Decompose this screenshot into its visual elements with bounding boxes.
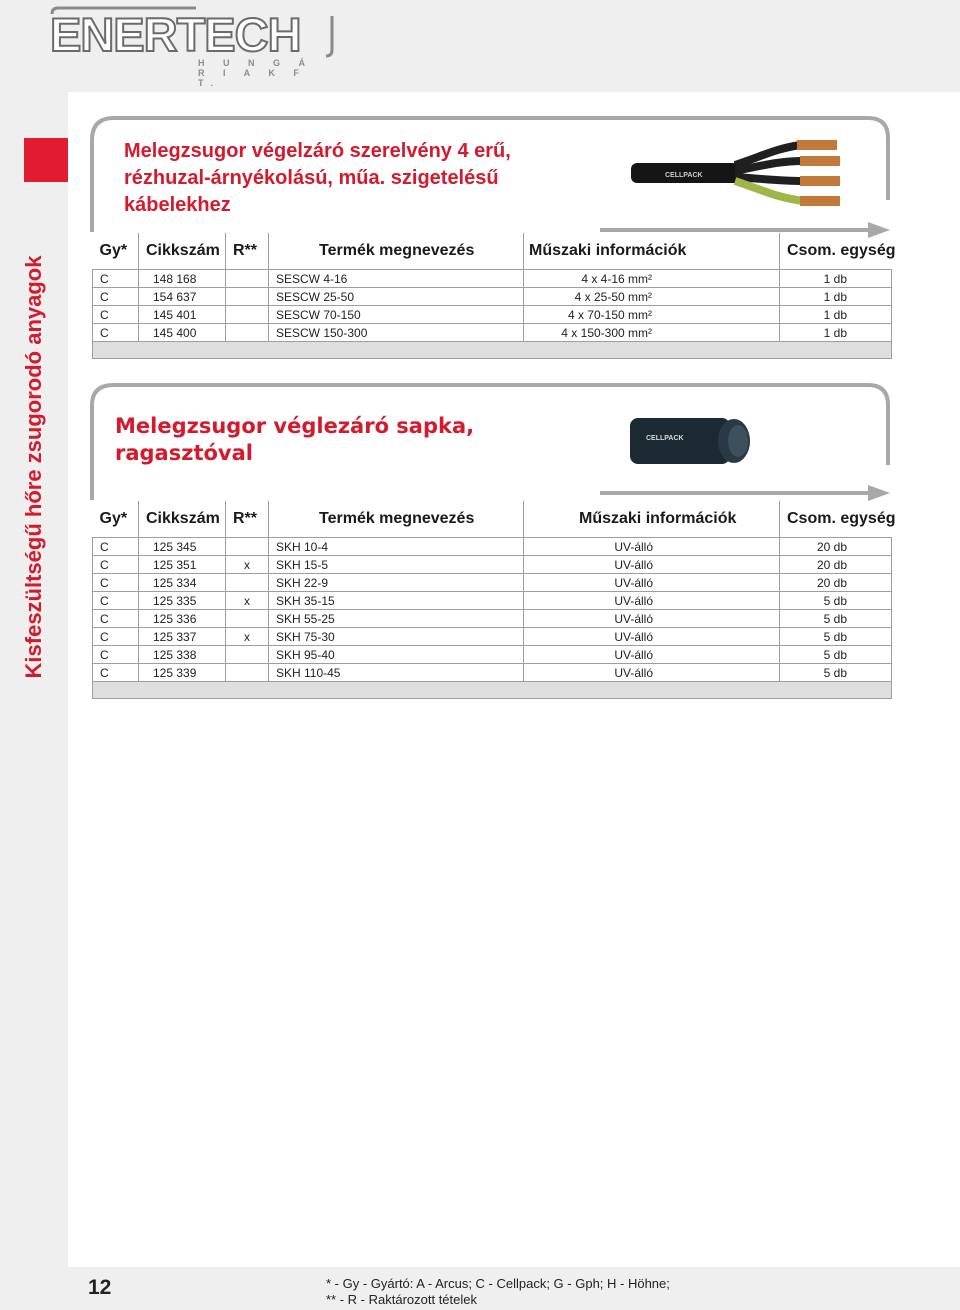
section2-table — [92, 501, 896, 699]
header-gy: Gy* — [93, 501, 139, 538]
cell-gy: C — [93, 538, 139, 556]
table-row — [93, 306, 892, 324]
section2-title-line2: ragasztóval — [115, 441, 253, 465]
table-row — [93, 538, 892, 556]
table-row — [93, 610, 892, 628]
cell-tech: 4 x 70-150 mm² — [524, 306, 780, 324]
cell-unit: 5 db — [780, 610, 892, 628]
cell-name: SKH 15-5 — [269, 556, 524, 574]
header-r: R** — [226, 233, 269, 270]
cell-r — [226, 324, 269, 342]
cell-unit: 20 db — [780, 556, 892, 574]
cell-name: SKH 35-15 — [269, 592, 524, 610]
header-tech: Műszaki információk — [524, 233, 780, 270]
cell-gy: C — [93, 288, 139, 306]
section1-table — [92, 233, 896, 359]
cell-name: SKH 22-9 — [269, 574, 524, 592]
header-code: Cikkszám — [139, 233, 226, 270]
cell-code: 125 351 — [139, 556, 226, 574]
cell-name: SESCW 150-300 — [269, 324, 524, 342]
cell-unit: 5 db — [780, 664, 892, 682]
cell-tech: UV-álló — [524, 592, 780, 610]
cell-gy: C — [93, 628, 139, 646]
section1-title-line1: Melegzsugor végelzáró szerelvény 4 erű, — [124, 140, 511, 162]
section2-title-line1: Melegzsugor véglezáró sapka, — [115, 414, 475, 438]
cell-unit: 5 db — [780, 628, 892, 646]
table-row — [93, 646, 892, 664]
cell-code: 148 168 — [139, 270, 226, 288]
cell-r: x — [226, 628, 269, 646]
table-header-row — [93, 501, 892, 538]
cell-gy: C — [93, 646, 139, 664]
cell-gy: C — [93, 574, 139, 592]
table-row — [93, 664, 892, 682]
cell-unit: 1 db — [780, 288, 892, 306]
cell-r — [226, 270, 269, 288]
cell-name: SESCW 25-50 — [269, 288, 524, 306]
end-cap-brand: CELLPACK — [646, 435, 684, 442]
cell-unit: 5 db — [780, 592, 892, 610]
cell-r: x — [226, 556, 269, 574]
cell-r — [226, 610, 269, 628]
header-name: Termék megnevezés — [269, 233, 524, 270]
cell-code: 125 338 — [139, 646, 226, 664]
cell-code: 125 345 — [139, 538, 226, 556]
table-filler-row — [93, 682, 892, 699]
table-row — [93, 556, 892, 574]
cell-r — [226, 306, 269, 324]
table-row — [93, 324, 892, 342]
section2-title — [115, 413, 595, 467]
cell-unit: 20 db — [780, 538, 892, 556]
side-label-container — [0, 0, 68, 1310]
header-code: Cikkszám — [139, 501, 226, 538]
cell-r — [226, 538, 269, 556]
cell-tech: UV-álló — [524, 556, 780, 574]
header-name: Termék megnevezés — [269, 501, 524, 538]
cell-gy: C — [93, 610, 139, 628]
cell-name: SKH 10-4 — [269, 538, 524, 556]
section1-title-line3: kábelekhez — [124, 194, 231, 216]
cell-unit: 1 db — [780, 306, 892, 324]
cell-tech: UV-álló — [524, 646, 780, 664]
table-row — [93, 628, 892, 646]
table-row — [93, 574, 892, 592]
logo-subtext: H U N G Á R I A K F T. — [198, 58, 314, 88]
footnote-line1: * - Gy - Gyártó: A - Arcus; C - Cellpack; G - Gph; H - Höhne; — [326, 1276, 670, 1291]
cell-tech: 4 x 150-300 mm² — [524, 324, 780, 342]
cell-unit: 20 db — [780, 574, 892, 592]
cell-code: 125 339 — [139, 664, 226, 682]
header-gy: Gy* — [93, 233, 139, 270]
termination-kit-image — [625, 135, 850, 215]
cell-r: x — [226, 592, 269, 610]
cell-name: SESCW 4-16 — [269, 270, 524, 288]
termination-kit-brand: CELLPACK — [665, 172, 703, 179]
cell-name: SKH 95-40 — [269, 646, 524, 664]
end-cap-image — [626, 410, 756, 470]
cell-code: 125 336 — [139, 610, 226, 628]
cell-unit: 1 db — [780, 324, 892, 342]
section1-title — [124, 138, 604, 219]
cell-r — [226, 288, 269, 306]
cell-gy: C — [93, 664, 139, 682]
table-row — [93, 592, 892, 610]
cell-name: SKH 75-30 — [269, 628, 524, 646]
cell-tech: 4 x 4-16 mm² — [524, 270, 780, 288]
cell-tech: UV-álló — [524, 538, 780, 556]
cell-tech: 4 x 25-50 mm² — [524, 288, 780, 306]
cell-gy: C — [93, 324, 139, 342]
cell-tech: UV-álló — [524, 664, 780, 682]
cell-code: 125 335 — [139, 592, 226, 610]
table-filler-row — [93, 342, 892, 359]
cell-gy: C — [93, 306, 139, 324]
cell-unit: 1 db — [780, 270, 892, 288]
logo-text: ENERTECH — [50, 8, 301, 61]
page-number: 12 — [88, 1276, 112, 1299]
table-row — [93, 270, 892, 288]
cell-code: 125 334 — [139, 574, 226, 592]
cell-name: SKH 110-45 — [269, 664, 524, 682]
side-category-label: Kisfeszültségű hőre zsugorodó anyagok — [21, 255, 46, 679]
cell-code: 145 400 — [139, 324, 226, 342]
cell-gy: C — [93, 592, 139, 610]
cell-tech: UV-álló — [524, 628, 780, 646]
cell-code: 125 337 — [139, 628, 226, 646]
cell-r — [226, 574, 269, 592]
footnote — [326, 1276, 670, 1308]
cell-r — [226, 664, 269, 682]
table-header-row — [93, 233, 892, 270]
cell-code: 145 401 — [139, 306, 226, 324]
cell-unit: 5 db — [780, 646, 892, 664]
cell-tech: UV-álló — [524, 610, 780, 628]
header-r: R** — [226, 501, 269, 538]
cell-name: SKH 55-25 — [269, 610, 524, 628]
cell-tech: UV-álló — [524, 574, 780, 592]
header-tech: Műszaki információk — [524, 501, 780, 538]
cell-r — [226, 646, 269, 664]
cell-code: 154 637 — [139, 288, 226, 306]
table-row — [93, 288, 892, 306]
footnote-line2: ** - R - Raktározott tételek — [326, 1292, 477, 1307]
section1-title-line2: rézhuzal-árnyékolású, műa. szigetelésű — [124, 167, 499, 189]
header-unit: Csom. egység — [780, 233, 892, 270]
header-unit: Csom. egység — [780, 501, 892, 538]
cell-gy: C — [93, 270, 139, 288]
cell-gy: C — [93, 556, 139, 574]
company-logo — [46, 6, 334, 88]
cell-name: SESCW 70-150 — [269, 306, 524, 324]
